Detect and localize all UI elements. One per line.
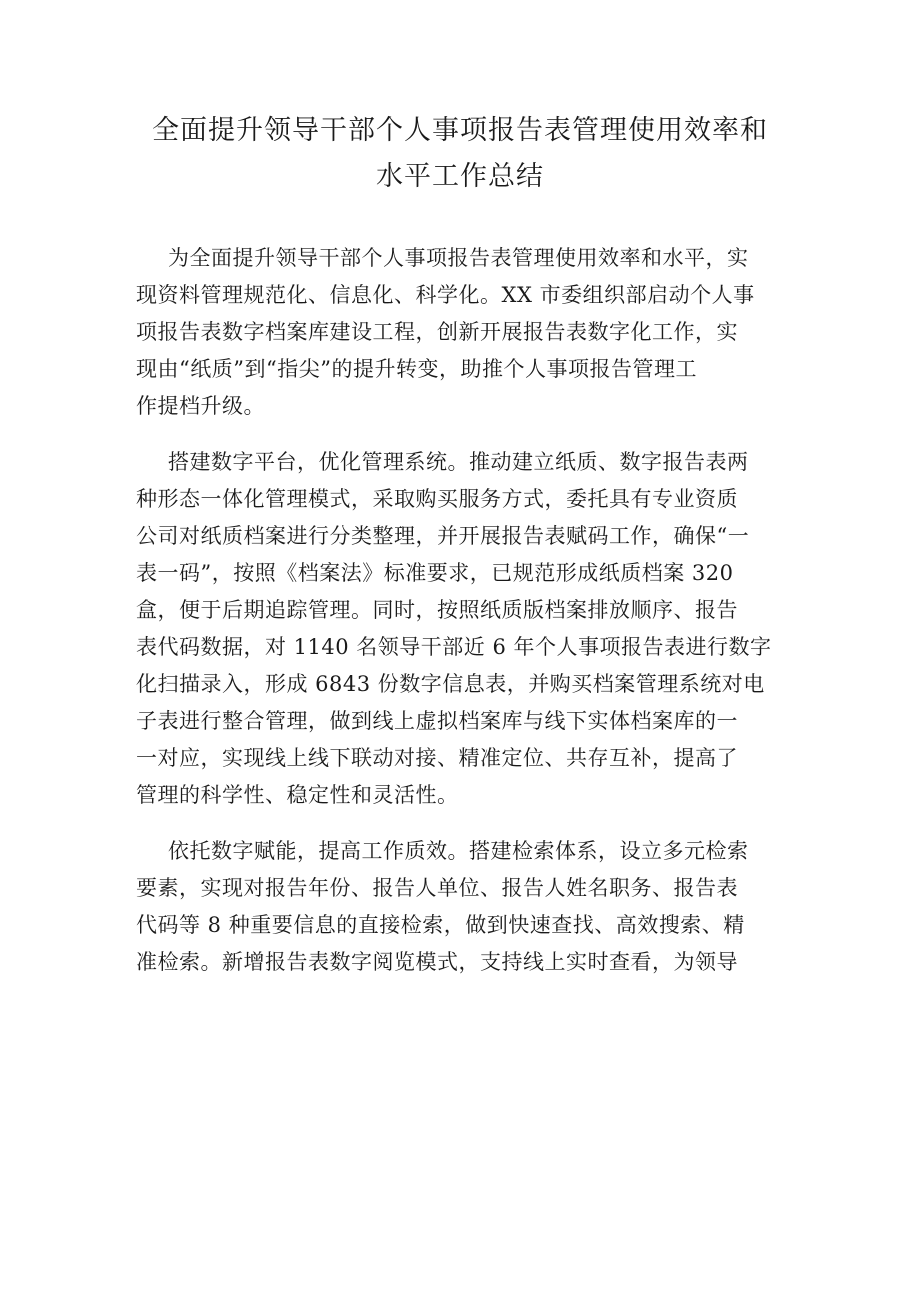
paragraph-line: 搭建数字平台，优化管理系统。推动建立纸质、数字报告表两 — [168, 450, 749, 474]
paragraph-line: 表一码”，按照《档案法》标准要求，已规范形成纸质档案 320 — [136, 561, 734, 585]
paragraph-line: 为全面提升领导干部个人事项报告表管理使用效率和水平，实 — [168, 246, 749, 270]
paragraph-line: 公司对纸质档案进行分类整理，并开展报告表赋码工作，确保“一 — [136, 524, 750, 548]
paragraph-line: 现资料管理规范化、信息化、科学化。XX 市委组织部启动个人事 — [136, 283, 755, 307]
paragraph-line: 项报告表数字档案库建设工程，创新开展报告表数字化工作，实 — [136, 320, 738, 344]
paragraph-line: 作提档升级。 — [136, 394, 265, 418]
paragraph-line: 一对应，实现线上线下联动对接、精准定位、共存互补，提高了 — [136, 746, 738, 770]
paragraph-1 — [136, 240, 788, 425]
paragraph-line: 子表进行整合管理，做到线上虚拟档案库与线下实体档案库的一 — [136, 709, 738, 733]
paragraph-line: 准检索。新增报告表数字阅览模式，支持线上实时查看，为领导 — [136, 950, 738, 974]
paragraph-2 — [136, 444, 788, 814]
paragraph-line: 种形态一体化管理模式，采取购买服务方式，委托具有专业资质 — [136, 487, 738, 511]
paragraph-line: 表代码数据，对 1140 名领导干部近 6 年个人事项报告表进行数字 — [136, 635, 772, 659]
document-body — [136, 240, 788, 1000]
paragraph-line: 代码等 8 种重要信息的直接检索，做到快速查找、高效搜索、精 — [136, 913, 745, 937]
paragraph-line: 盒，便于后期追踪管理。同时，按照纸质版档案排放顺序、报告 — [136, 598, 738, 622]
paragraph-3 — [136, 833, 788, 981]
paragraph-line: 管理的科学性、稳定性和灵活性。 — [136, 783, 459, 807]
title-line-1: 全面提升领导干部个人事项报告表管理使用效率和 — [152, 115, 768, 146]
paragraph-line: 要素，实现对报告年份、报告人单位、报告人姓名职务、报告表 — [136, 876, 738, 900]
paragraph-line: 化扫描录入，形成 6843 份数字信息表，并购买档案管理系统对电 — [136, 672, 765, 696]
paragraph-line: 依托数字赋能，提高工作质效。搭建检索体系，设立多元检索 — [168, 839, 749, 863]
paragraph-line: 现由“纸质”到“指尖”的提升转变，助推个人事项报告管理工 — [136, 357, 697, 381]
document-title — [120, 108, 800, 200]
title-line-2: 水平工作总结 — [376, 161, 544, 192]
